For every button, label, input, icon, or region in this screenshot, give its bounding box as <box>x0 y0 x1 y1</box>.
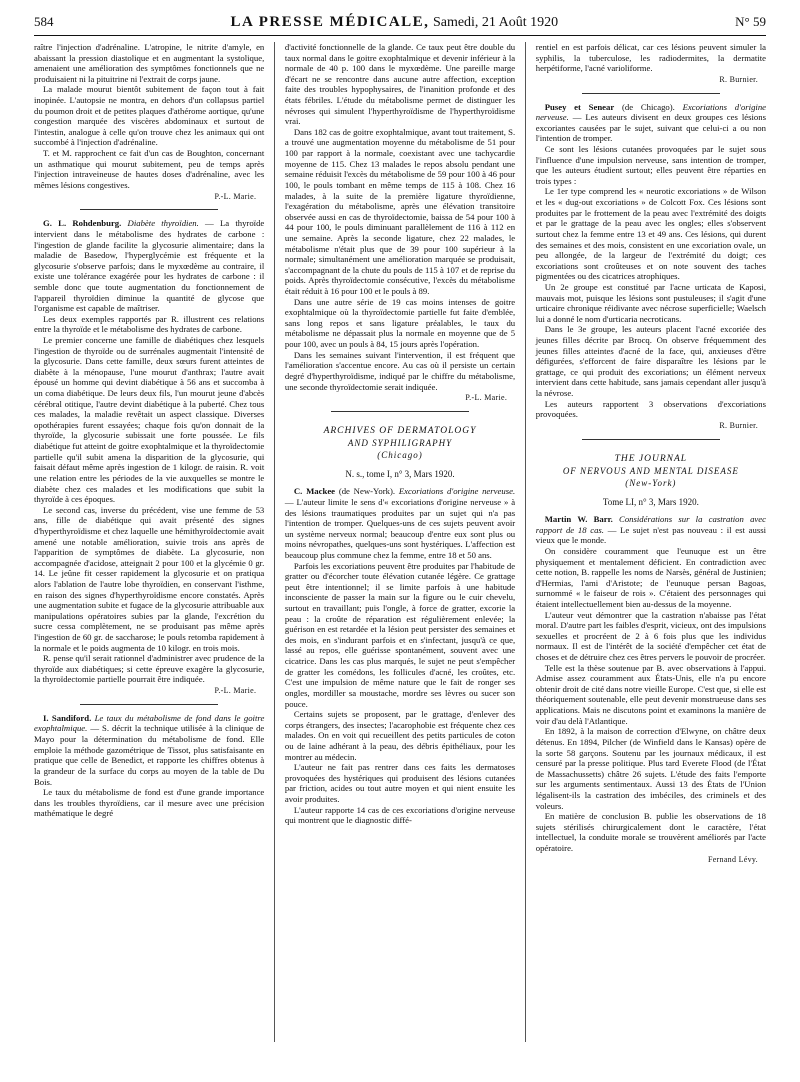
column-1 <box>34 42 264 1042</box>
paragraph: En 1892, à la maison de correction d'Elwyne, on châtre deux détenus. En 1894, Pilcher (de Winfield dans le Kansas) opère de la sorte 58 garçons. Soutenu par les journaux médicaux, il est censuré par la presse politique. Plus tard Everete Flood (de l'État de Massachussetts) châtre 26 sujets. L'étude des faits l'emporte sur les arguments sentimentaux. Aussi 13 des États de l'Union légalisent-ils la castration des imbéciles, des criminels et des voleurs. <box>535 726 766 811</box>
column-3 <box>536 42 766 1042</box>
paragraph: L'auteur ne fait pas rentrer dans ces faits les dermatoses provoquées des hystériques qui produisent des lésions cutanées par friction, acides ou tout autre moyen et qui nient ensuite les avoir produites. <box>284 762 516 805</box>
column-separator <box>274 42 275 1042</box>
signature: P.-L. Marie. <box>214 191 257 201</box>
running-title <box>230 14 558 31</box>
page-number: 584 <box>34 14 54 29</box>
abstract-title: Diabète thyroïdien. <box>127 218 199 229</box>
abstract-place: (de New-York). <box>338 486 396 497</box>
paragraph: Les auteurs rapportent 3 observations d'excoriations provoquées. <box>535 398 766 420</box>
abstract-intro <box>536 514 766 546</box>
paragraph: Le taux du métabolisme de fond est d'une grande importance dans les troubles thyroïdiens, car il mesure avec une précision mathématique le degré <box>34 787 265 819</box>
abstract-author: Pusey et Senear <box>544 101 615 112</box>
paragraph: Telle est la thèse soutenue par B. avec observations à l'appui. Admise assez couramment aux États-Unis, elle n'a pu encore obtenir droit de cité dans notre vieille Europe. C'est que, si elle est théoriquement soutenable, elle peut devenir monstrueuse dans ses applications. Mais ne discutons point et examinons la manière de voir d'au delà l'Atlantique. <box>535 662 766 726</box>
abstract-intro <box>34 218 264 313</box>
paragraph: d'activité fonctionnelle de la glande. Ce taux peut être double du taux normal dans le goitre exophtalmique et devenir inférieur à la normale de 40 p. 100 dans le myxœdème. Une pareille marge d'écart ne se rencontre dans aucune autre affection, exception faite des troubles hypophysaires, de l'inanition profonde et des états fébriles. L'étude du métabolisme permet de distinguer les névroses qui simulent l'hyperthyroïdisme de l'hyperthyroïdisme vrai. <box>284 42 516 127</box>
abstract-text: — La thyroïde intervient dans le métabolisme des hydrates de carbone : l'ingestion de glande facilite la glycosurie alimentaire; dans la maladie de Basedow, l'hyperglycémie est fréquente et la glycosurie s'observe parfois; dans le myxœdème au contraire, il existe une tolérance exagérée pour les hydrates de carbone : il semble donc que toute augmentation du fonctionnement de l'appareil thyroïdien diminue la quantité de glycose que l'organisme est capable de maîtriser. <box>34 218 265 314</box>
paragraph: Un 2e groupe est constitué par l'acne urticata de Kaposi, mauvais mot, puisque les lésions sont pustuleuses; il s'agit d'une urticaire chronique réidivante avec nécrose superficielle; Waelsch lui a donné le nom d'urticaria necroticans. <box>535 281 766 324</box>
signature: R. Burnier. <box>719 420 758 430</box>
abstract-title: Excoriations d'origine nerveuse. <box>535 101 767 123</box>
abstract-title: Le taux du métabolisme de fond dans le goitre exophtalmique. <box>34 712 265 734</box>
paragraph: Dans le 3e groupe, les auteurs placent l'acné excoriée des jeunes filles décrite par Brocq. On observe fréquemment des jeunes filles atteintes d'acné de la face, qui, anxieuses d'être défigurées, s'efforcent de faire disparaître les lésions par le grattage, ce qui produit des excoriations; un élément nerveux intervient dans cette habitude, sans jamais cependant aller jusqu'à la névrose. <box>535 324 766 399</box>
journal-title: LA PRESSE MÉDICALE, <box>230 14 430 30</box>
paragraph: Le 1er type comprend les « neurotic excoriations » de Wilson et les « dug-out excoriations » de Colcott Fox. Ces lésions sont produites par le frottement de la peau avec l'extrémité des doigts et par le grattage de la peau avec les ongles; elles s'observent surtout chez la femme entre 13 et 49 ans. Ces lésions, qui durent des semaines et des mois, consistent en une excoriation ovale, un peu allongée, de la largeur de l'extrémité du doigt; ces excoriations sont croûteuses et on note souvent des taches pigmentées ou des cicatrices atrophiques. <box>535 186 766 282</box>
abstract-intro <box>285 486 515 560</box>
section-issue: N. s., tome I, n° 3, Mars 1920. <box>345 469 455 480</box>
paragraph: Le second cas, inverse du précédent, vise une femme de 53 ans, fille de diabétique qui avait présenté des signes d'hyperthyroïdisme et chez laquelle une hémithyroïdectomie avait amené une notable amélioration, suivie trois ans après de l'apparition de symptômes de diabète. La glycosurie, non accompagnée d'acidose, atteignait 2 pour 100 et la glycémie 0 gr. 14. Le jeûne fit cesser rapidement la glycosurie et on pratiqua alors l'ablation de l'autre lobe thyroïdien, en conservant l'isthme, en raison des signes d'hyperthyroïdisme encore constatés. Après une augmentation subite et fugace de la glycosurie attribuable aux manipulations opératoires subies par la glande, l'excrétion du sucre cessa complètement, ne se produisant pas même après l'ingestion de 60 gr. de saccharose; le pouls retomba rapidement à la normale et le poids augmenta de 10 kilogr. en trois mois. <box>34 504 265 653</box>
abstract-title: Excoriations d'origine nerveuse. <box>398 486 516 497</box>
section-journal-title: OF NERVOUS AND MENTAL DISEASE <box>562 466 739 477</box>
paragraph: En matière de conclusion B. publie les observations de 18 sujets stérilisés chirurgicalement dont le caractère, l'état intellectuel, la conduite morale se trouvèrent améliorés par l'acte opératoire. <box>535 811 766 853</box>
section-journal-city: (Chicago) <box>377 450 423 461</box>
paragraph: L'auteur rapporte 14 cas de ces excoriations d'origine nerveuse qui montrent que le diagnostic diffé- <box>284 804 516 826</box>
abstract-author: C. Mackee <box>293 486 336 497</box>
divider <box>80 704 218 705</box>
signature: P.-L. Marie. <box>214 686 257 696</box>
paragraph: R. pense qu'il serait rationnel d'administrer avec prudence de la thyroïde aux diabétiques; si cette épreuve exagère la glycosurie, la thyroïdectomie partielle pourrait être indiquée. <box>34 653 265 685</box>
divider <box>331 411 469 412</box>
section-journal-city: (New-York) <box>625 478 677 489</box>
signature: Fernand Lévy. <box>707 854 758 864</box>
paragraph: Le premier concerne une famille de diabétiques chez lesquels l'ingestion de thyroïde ou de surrénales augmentait l'intensité de la glycosurie. Dans cette famille, deux sœurs furent atteintes de diabète à la ménopause, l'une mourut d'anthrax; l'autre avait épousé un homme qui devint diabétique à 56 ans et succomba à un coma diabétique. De leurs deux fils, l'un mourut jeune d'abcès cérébral otitique, l'autre devint diabétique à la puberté. Chez tous ces malades, la maladie revêtait un aspect classique. Diverses opothérapies furent essayées; chaque fois qu'on donnait de la thyroïde, la glycosurie subissait une forte poussée. Le fils diabétique fut atteint de goitre exophtalmique et la thyroïdectomie partielle qu'il subit amena la disparition de la glycosurie, qui faisait défaut même après ingestion de 1 kilogr. de raisin. R. voit une relation entre les périodes de la vie auxquelles se montre le diabète chez ces malades et les modifications que subit la thyroïde à ces époques. <box>34 334 265 505</box>
abstract-text: — S. décrit la technique utilisée à la clinique de Mayo pour la détermination du métabolisme de fond. Elle emploie la méthode gazométrique de Tissot, plus satisfaisante en pratique que celle de Benedict, et rapporte les chiffres obtenus à la grandeur de la surface du corps au moyen de la table de Du Bois. <box>34 723 265 787</box>
column-separator <box>525 42 526 1042</box>
paragraph: La malade mourut bientôt subitement de façon tout à fait inopinée. L'autopsie ne montra, en dehors d'un collapsus partiel du poumon droit et de petites plaques d'athérome aortique, qu'une congestion marquée des viscères abdominaux et surtout de l'intestin, analogue à celle qu'on trouve chez les animaux qui ont succombé à l'injection d'adrénaline. <box>34 84 265 148</box>
text-columns <box>34 42 766 1042</box>
column-2 <box>285 42 515 1042</box>
divider <box>582 93 720 94</box>
abstract-author: I. Sandiford. <box>43 712 92 723</box>
abstract-intro <box>536 102 766 144</box>
issue-number: N° 59 <box>735 14 766 29</box>
section-journal-title: ARCHIVES OF DERMATOLOGY <box>323 425 477 436</box>
section-journal-title: AND SYPHILIGRAPHY <box>347 438 453 449</box>
paragraph: Certains sujets se proposent, par le grattage, d'enlever des corps étrangers, des insectes; l'acarophobie est fréquente chez ces malades. On en voit qui recueillent des petits particules de coton ou de laine adhérant à la peau, des débris épithéliaux, pour les montrer au médecin. <box>284 709 516 762</box>
paragraph: Ce sont les lésions cutanées provoquées par le sujet sous l'influence d'une impulsion nerveuse, sans intention de tromper, que les auteurs étudient surtout; elles peuvent être réparties en trois types : <box>535 144 766 186</box>
paragraph: Dans les semaines suivant l'intervention, il est fréquent que l'amélioration s'accentue encore. Au cas où il persiste un certain degré d'hyperthyroïdisme, indiqué par le chiffre du métabolisme, une seconde thyroïdectomie serait indiquée. <box>284 349 516 392</box>
paragraph: On considère couramment que l'eunuque est un être physiquement et mentalement déficient. En contradiction avec cette notion, B. rappelle les noms de Narsès, général de Justinien; d'Hermias, l'ami d'Aristote; de l'eunuque persan Bagoas, surnommé « le faiseur de rois ». C'étaient des personnages qui étaient intellectuellement bien au-dessus de la moyenne. <box>535 545 766 609</box>
abstract-author: G. L. Rohdenburg. <box>43 218 122 229</box>
signature: P.-L. Marie. <box>465 393 508 403</box>
paragraph: T. et M. rapprochent ce fait d'un cas de Boughton, concernant un asthmatique qui mourut subitement, peu de temps après l'injection intraveineuse de hautes doses d'adrénaline, avec les mêmes lésions congestives. <box>34 148 265 190</box>
paragraph: Dans une autre série de 19 cas moins intenses de goitre exophtalmique où la thyroïdectomie partielle fut faite d'emblée, sans long repos et sans ligature préalables, le taux du métabolisme ne dépassait plus la normale en moyenne que de 5 pour 100, avec un pouls à 84, 15 jours après l'opération. <box>284 296 516 350</box>
signature: R. Burnier. <box>719 74 758 84</box>
paragraph: rentiel en est parfois délicat, car ces lésions peuvent simuler la syphilis, la tuberculose, les radiodermites, la dermatite herpétiforme, l'acné varioliforme. <box>535 42 766 74</box>
abstract-text: — L'auteur limite le sens d'« excoriations d'origine nerveuse » à des lésions traumatiques produites par un sujet qui n'a pas l'intention de tromper. Quelques-uns de ces sujets peuvent avoir un système nerveux normal; beaucoup d'entre eux sont plus ou moins névropathes, quelques-uns sont hystériques. L'affection est beaucoup plus commune chez la femme, entre 18 et 50 ans. <box>284 496 516 560</box>
paragraph: Les deux exemples rapportés par R. illustrent ces relations entre la thyroïde et le métabolisme des hydrates de carbone. <box>34 313 265 335</box>
paragraph: Dans 182 cas de goitre exophtalmique, avant tout traitement, S. a trouvé une augmentation moyenne du métabolisme de 51 pour 100 par rapport à la normale, coexistant avec une tachycardie moyenne de 115. Chez 13 malades le repos absolu pendant une semaine réduisit l'excès du métabolisme de 59 pour 100 à 46 pour 100, le pouls tombant en même temps de 115 à 108. Chez 16 malades, à la suite de la première ligature thyroïdienne, l'exagération du métabolisme, après une élévation transitoire observée aussi en cas de thyroïdectomie, baissa de 54 pour 100 à 44 pour 100, le pouls diminuant parallèlement de 116 à 112 en une semaine. Après la seconde ligature, chez 22 malades, le métabolisme n'était plus que de 39 pour 100 supérieur à la normale; simultanément une amélioration marquée se produisait, s'accompagnant de la chute du pouls de 115 à 107 et de reprise du poids. Après thyroïdectomie consécutive, l'excès du métabolisme était réduit à 16 pour 100 et le pouls à 89. <box>284 126 516 297</box>
abstract-place: (de Chicago). <box>622 101 675 112</box>
abstract-intro <box>34 713 264 787</box>
section-issue: Tome LI, n° 3, Mars 1920. <box>602 497 699 508</box>
abstract-author: Martin W. Barr. <box>544 514 613 525</box>
issue-date: Samedi, 21 Août 1920 <box>432 15 559 30</box>
abstract-title: Considérations sur la castration avec rapport de 18 cas. <box>535 514 766 535</box>
divider <box>582 439 720 440</box>
section-journal-title: THE JOURNAL <box>614 453 688 464</box>
paragraph: L'auteur veut démontrer que la castration n'abaisse pas l'état moral. D'autre part les faibles d'esprit, vicieux, ont des impulsions sexuelles et procréent de 2 à 6 fois plus que les individus normaux. Il est de l'intérêt de la société d'empêcher cet état de choses et de détruire chez ces êtres pervers le pouvoir de procréer. <box>535 609 766 663</box>
abstract-text: — Les auteurs divisent en deux groupes ces lésions excoriantes causées par le sujet, suivant que celui-ci a ou non l'intention de tromper. <box>535 112 766 144</box>
paragraph: Parfois les excoriations peuvent être produites par l'habitude de gratter ou d'écorcher toute élévation cutanée légère. Ce grattage peut être intentionnel; il se limite parfois à une habitude inconsciente de passer la main sur la figure ou le cuir chevelu, surtout en travaillant; puis l'ongle, à force de gratter, excorie la peau : la croûte de réparation est régulièrement enlevée; la guérison en est retardée et la lésion peut persister des semaines et des mois, en s'indurant parfois et en s'infectant, jusqu'à ce que, lassé au repos, elle guérisse spontanément, souvent avec une cicatrice. Dans les cas plus marqués, le sujet ne peut s'empêcher de gratter les comédons, les follicules d'acné, les croûtes, etc. C'est une impulsion de même nature que le fait de ronger ses ongles, mordiller sa moustache, mordre ses lèvres ou sucer son pouce. <box>284 560 516 709</box>
divider <box>80 209 218 210</box>
abstract-text: — Le sujet n'est pas nouveau : il est aussi vieux que le monde. <box>535 524 766 546</box>
page-header <box>34 14 766 36</box>
paragraph: raître l'injection d'adrénaline. L'atropine, le nitrite d'amyle, en abaissant la pression diastolique et en augmentant la systolique, amenaient une amélioration des symptômes fonctionnels que ne produisaient ni la pituitrine ni l'extrait de corps jaune. <box>34 42 265 84</box>
